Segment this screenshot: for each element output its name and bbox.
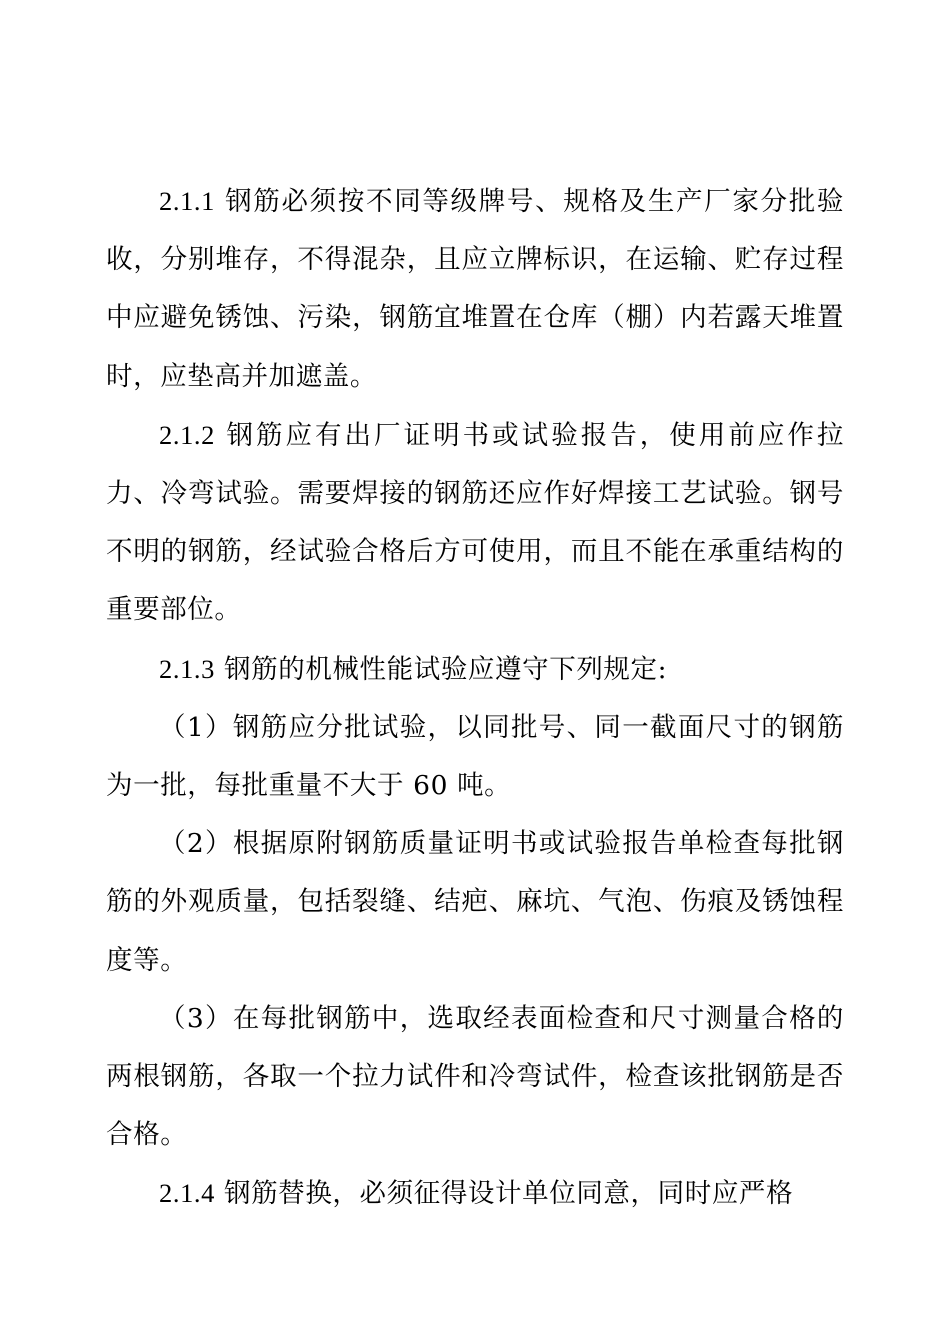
list-item-3 <box>106 990 844 1165</box>
paragraph-2-1-1 <box>106 172 844 406</box>
paragraph-2-1-3 <box>106 640 844 699</box>
list-item-number: （3） <box>159 1002 233 1034</box>
list-item-number: （2） <box>159 828 233 860</box>
paragraph-number: 2.1.2 <box>159 419 215 450</box>
paragraph-text: 钢筋应有出厂证明书或试验报告，使用前应作拉力、冷弯试验。需要焊接的钢筋还应作好焊接工艺试验。钢号不明的钢筋，经试验合格后方可使用，而且不能在承重结构的重要部位。 <box>106 419 844 626</box>
paragraph-number: 2.1.4 <box>159 1178 215 1209</box>
paragraph-number: 2.1.3 <box>159 653 215 684</box>
list-item-number: （1） <box>159 711 233 743</box>
paragraph-text: 钢筋的机械性能试验应遵守下列规定: <box>224 653 668 685</box>
paragraph-2-1-2 <box>106 406 844 640</box>
list-item-text: 在每批钢筋中，选取经表面检查和尺寸测量合格的两根钢筋，各取一个拉力试件和冷弯试件，检查该批钢筋是否合格。 <box>106 1002 844 1151</box>
list-item-1 <box>106 699 844 815</box>
paragraph-2-1-4 <box>106 1164 844 1223</box>
paragraph-text: 钢筋必须按不同等级牌号、规格及生产厂家分批验收，分别堆存，不得混杂，且应立牌标识，在运输、贮存过程中应避免锈蚀、污染，钢筋宜堆置在仓库（棚）内若露天堆置时，应垫高并加遮盖。 <box>106 186 844 392</box>
paragraph-number: 2.1.1 <box>159 186 215 216</box>
paragraph-text: 钢筋替换，必须征得设计单位同意，同时应严格 <box>224 1178 794 1210</box>
document-body <box>106 172 844 1224</box>
list-item-text: 根据原附钢筋质量证明书或试验报告单检查每批钢筋的外观质量，包括裂缝、结疤、麻坑、气泡、伤痕及锈蚀程度等。 <box>106 828 844 976</box>
list-item-text: 钢筋应分批试验，以同批号、同一截面尺寸的钢筋为一批，每批重量不大于 60 吨。 <box>106 711 844 802</box>
list-item-2 <box>106 815 844 990</box>
